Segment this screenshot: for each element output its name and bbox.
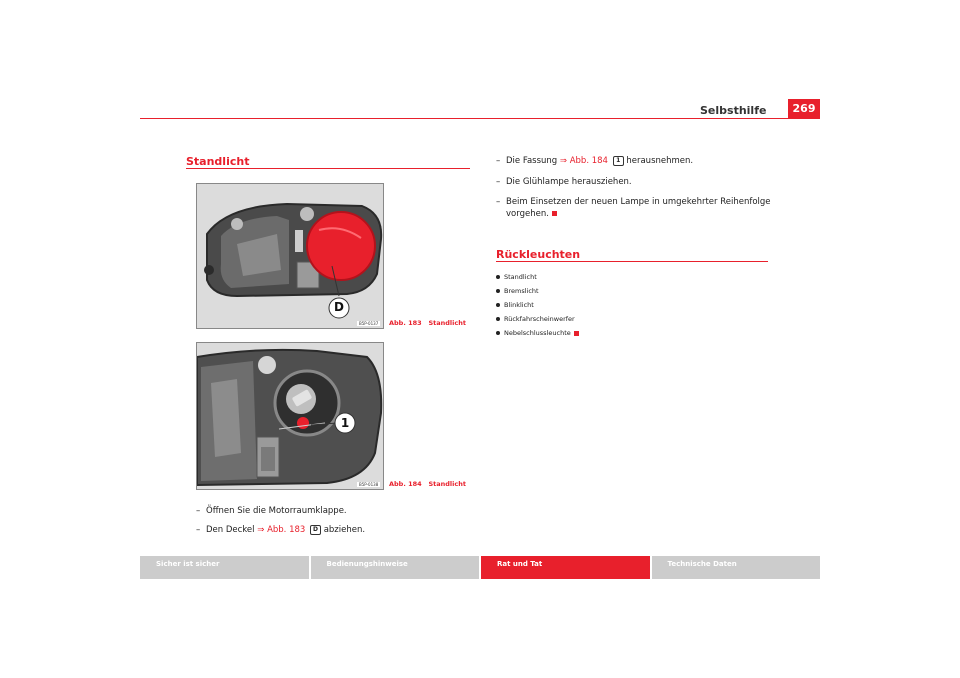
figure-184-callout: 1 (340, 416, 350, 430)
footer-nav (140, 556, 820, 579)
callout-1-badge: 1 (613, 156, 624, 166)
figure-183-callout: D (334, 300, 344, 314)
figure-183-code: B5P-0137 (359, 321, 379, 326)
socket-illustration (197, 343, 383, 489)
step-text: Öffnen Sie die Motorraumklappe. (206, 506, 347, 516)
list-item: Rückfahrscheinwerfer (496, 315, 575, 323)
figure-184-code: B5P-0138 (359, 482, 379, 487)
step-dash: – (496, 197, 501, 207)
section-rule-rueckleuchten (496, 261, 768, 262)
figure-183-headlight-cover (196, 183, 384, 329)
tab-sicher-ist-sicher[interactable]: Sicher ist sicher (140, 556, 309, 579)
figure-184-caption-label: Abb. 184 (389, 480, 422, 488)
step-arrow: ⇒ (559, 156, 568, 166)
step-pull-bulb (496, 176, 786, 190)
figure-183-caption-text: Standlicht (428, 319, 466, 327)
tab-bedienungshinweise[interactable]: Bedienungshinweise (309, 556, 480, 579)
header-rule (140, 118, 820, 119)
section-title-rueckleuchten: Rückleuchten (496, 248, 581, 261)
tab-rat-und-tat[interactable]: Rat und Tat (479, 556, 650, 579)
step-dash: – (196, 506, 201, 516)
bullet-icon (496, 289, 500, 293)
bullet-icon (496, 331, 500, 335)
step-suffix: herausnehmen. (626, 156, 694, 166)
step-arrow: ⇒ (257, 525, 265, 535)
step-text-line2: vorgehen. (506, 209, 549, 219)
tab-technische-daten[interactable]: Technische Daten (650, 556, 821, 579)
figure-183-caption-label: Abb. 183 (389, 319, 422, 327)
figure-184-caption (389, 480, 466, 488)
step-text: Die Glühlampe herausziehen. (506, 177, 632, 187)
section-rule-standlicht (186, 168, 470, 169)
bullet-icon (496, 275, 500, 279)
section-title-standlicht: Standlicht (186, 155, 250, 168)
figure-184-bulb-socket (196, 342, 384, 490)
figure-183-caption (389, 319, 466, 327)
step-prefix: Die Fassung (506, 156, 558, 166)
figure-183-link[interactable]: Abb. 183 (267, 525, 306, 535)
bullet-icon (496, 317, 500, 321)
step-remove-cover (196, 524, 466, 538)
step-prefix: Den Deckel (206, 525, 255, 535)
step-open-hood (196, 505, 466, 519)
list-item: Nebelschlussleuchte (496, 329, 579, 337)
figure-184-caption-text: Standlicht (428, 480, 466, 488)
section-header-title: Selbsthilfe (700, 104, 767, 117)
list-item: Blinklicht (496, 301, 534, 309)
step-suffix: abziehen. (323, 525, 366, 535)
headlight-illustration (197, 184, 383, 328)
step-reinstall (496, 196, 786, 222)
step-remove-socket (496, 155, 786, 169)
step-dash: – (196, 525, 201, 535)
bullet-icon (496, 303, 500, 307)
page-number-badge: 269 (788, 99, 820, 119)
end-of-section-mark (574, 331, 579, 336)
callout-d-badge: D (310, 525, 321, 535)
step-text-line1: Beim Einsetzen der neuen Lampe in umgekehrter Reihenfolge (506, 197, 771, 207)
end-of-section-mark (552, 211, 557, 216)
list-item: Standlicht (496, 273, 537, 281)
step-dash: – (496, 156, 501, 166)
figure-184-link[interactable]: Abb. 184 (569, 156, 608, 166)
step-dash: – (496, 177, 501, 187)
list-item: Bremslicht (496, 287, 539, 295)
